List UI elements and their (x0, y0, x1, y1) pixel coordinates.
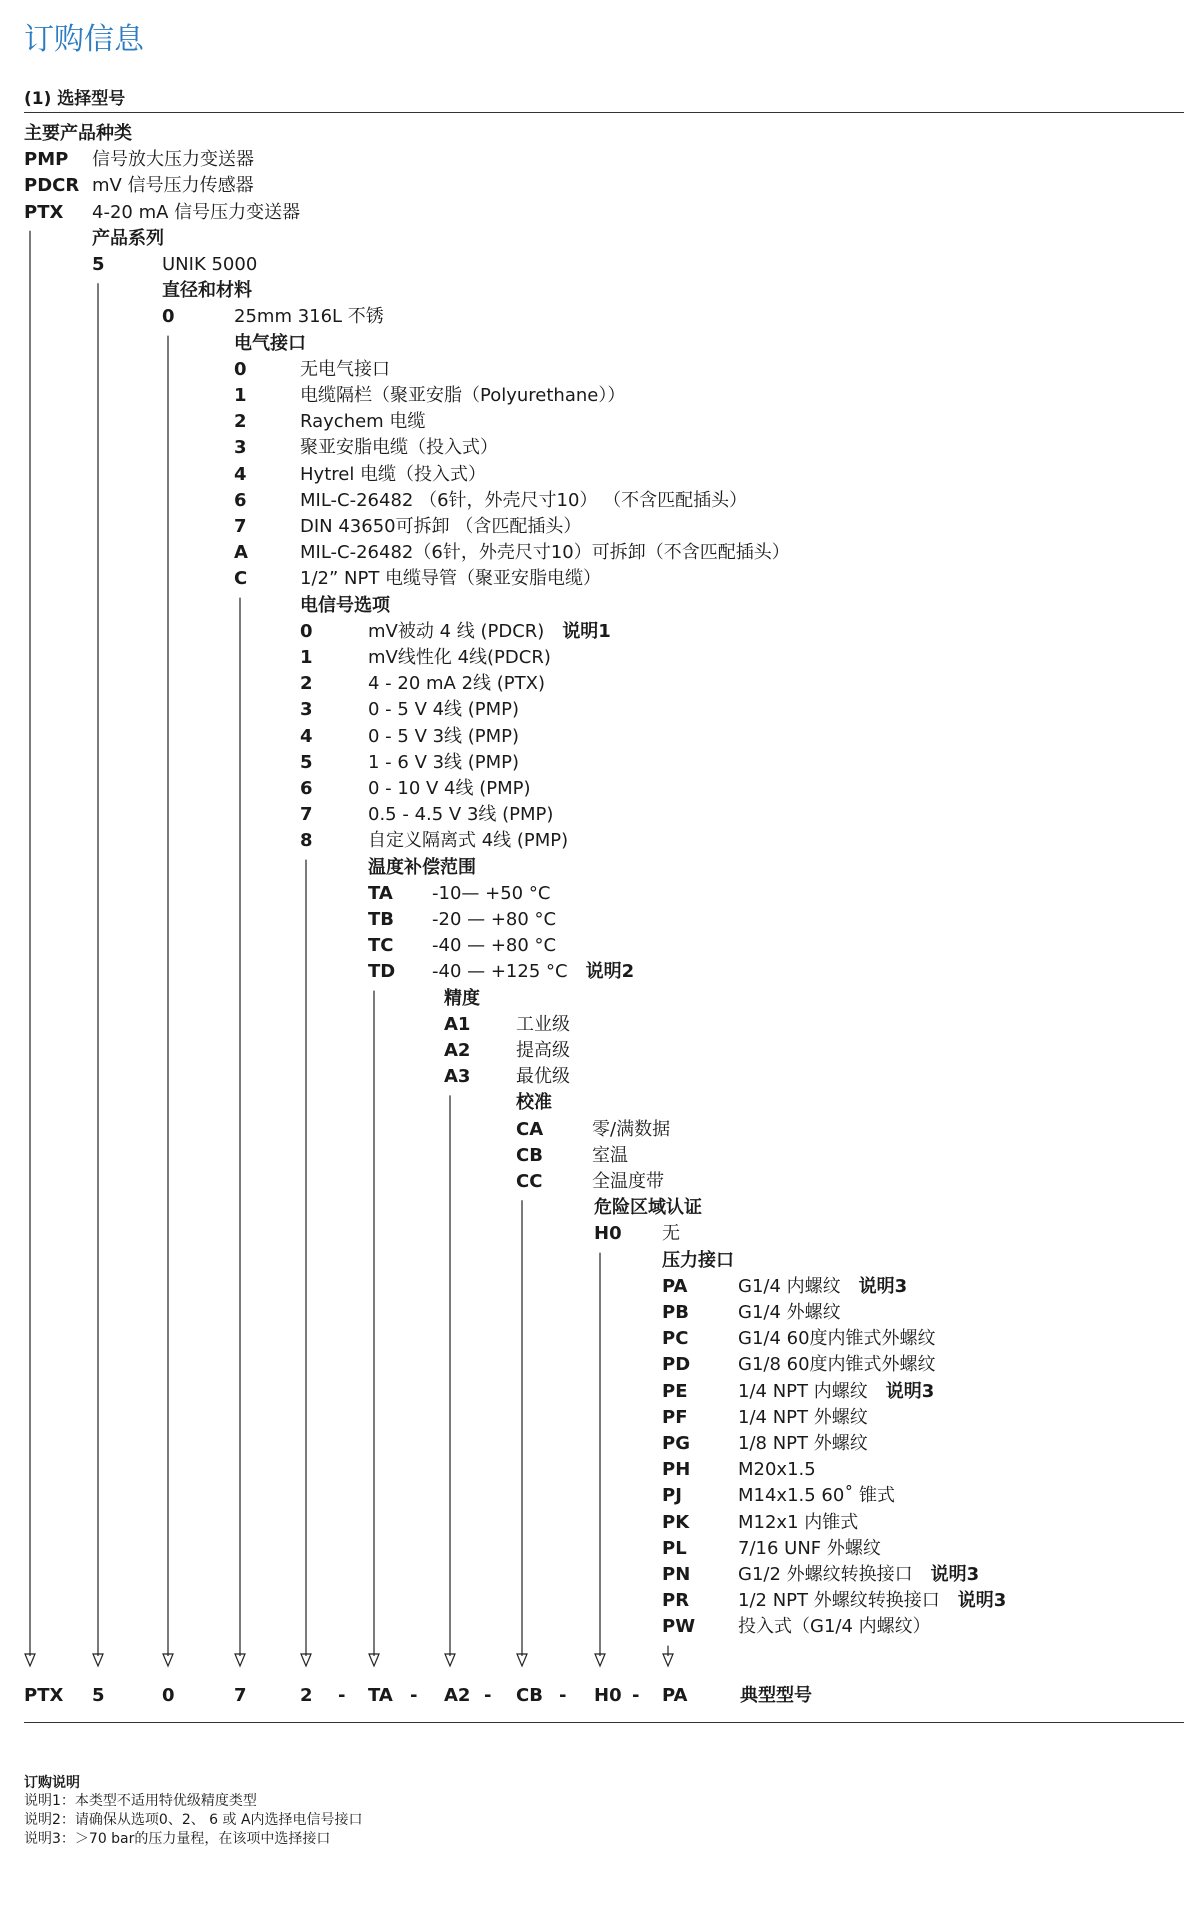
option-description: DIN 43650可拆卸 （含匹配插头） (300, 516, 582, 537)
option-description: -40 — +125 °C 说明2 (432, 961, 635, 983)
option-description: UNIK 5000 (162, 254, 258, 275)
option-code: TA (368, 882, 393, 904)
option-note: 说明3 (858, 1275, 908, 1297)
option-code: PN (662, 1564, 691, 1585)
option-note: 说明3 (930, 1564, 980, 1585)
option-code: 5 (300, 751, 313, 773)
option-code: PR (662, 1590, 690, 1612)
option-description: M14x1.5 60˚ 锥式 (738, 1485, 896, 1507)
option-description: 1/8 NPT 外螺纹 (738, 1433, 868, 1454)
option-code: 6 (234, 489, 247, 511)
option-description: G1/4 外螺纹 (738, 1302, 841, 1323)
notes-title: 订购说明 (24, 1775, 80, 1791)
option-description: 提高级 (516, 1040, 570, 1061)
example-separator: - (338, 1685, 346, 1706)
option-description: mV线性化 4线(PDCR) (368, 647, 551, 668)
option-description: 4-20 mA 信号压力变送器 (92, 201, 301, 223)
option-description: 零/满数据 (592, 1118, 671, 1140)
example-code: 0 (162, 1685, 175, 1706)
option-code: 2 (234, 411, 247, 433)
option-description: 0.5 - 4.5 V 3线 (PMP) (368, 804, 554, 826)
option-code: 7 (234, 516, 247, 537)
option-description: mV 信号压力传感器 (92, 175, 254, 197)
option-description: 信号放大压力变送器 (92, 149, 254, 171)
example-code: PA (662, 1685, 688, 1706)
option-note: 说明2 (585, 961, 635, 983)
option-description: M20x1.5 (738, 1459, 816, 1481)
option-note: 说明1 (562, 620, 611, 642)
option-code: PTX (24, 201, 64, 223)
option-description: 最优级 (516, 1066, 570, 1088)
option-description: 无 (662, 1223, 680, 1245)
option-description: 室温 (592, 1144, 628, 1166)
option-description: 1/2” NPT 电缆导管（聚亚安脂电缆） (300, 568, 602, 590)
option-description: 4 - 20 mA 2线 (PTX) (368, 673, 545, 695)
example-separator: - (484, 1685, 492, 1706)
example-label: 典型型号 (740, 1685, 812, 1706)
example-code: A2 (444, 1685, 471, 1706)
option-description: 投入式（G1/4 内螺纹） (738, 1616, 931, 1638)
option-code: 7 (300, 804, 313, 826)
example-code: CB (516, 1685, 543, 1706)
option-code: 0 (300, 620, 313, 642)
option-code: CB (516, 1144, 543, 1166)
option-code: PMP (24, 149, 69, 171)
group-heading: 校准 (516, 1092, 552, 1114)
option-code: A2 (444, 1040, 471, 1061)
option-code: 0 (162, 306, 175, 328)
option-description: 25mm 316L 不锈 (234, 306, 384, 328)
option-code: PG (662, 1433, 690, 1454)
section-heading: (1) 选择型号 (24, 89, 126, 109)
example-code: PTX (24, 1685, 64, 1706)
group-heading: 电气接口 (234, 332, 306, 354)
option-code: A1 (444, 1013, 471, 1035)
option-code: PH (662, 1459, 691, 1481)
option-code: PF (662, 1406, 688, 1428)
option-code: TB (368, 909, 394, 930)
example-separator: - (632, 1685, 640, 1706)
option-code: 2 (300, 673, 313, 695)
option-description: 0 - 10 V 4线 (PMP) (368, 778, 531, 799)
option-code: 8 (300, 830, 313, 852)
option-description: 0 - 5 V 3线 (PMP) (368, 725, 520, 747)
group-heading: 压力接口 (662, 1249, 734, 1271)
note-item: 说明2：请确保从选项0、2、 6 或 A内选择电信号接口 (24, 1812, 363, 1828)
option-code: TD (368, 961, 396, 983)
option-code: 6 (300, 778, 313, 799)
option-description: MIL-C-26482 （6针，外壳尺寸10） （不含匹配插头） (300, 489, 748, 511)
group-heading: 精度 (444, 987, 480, 1009)
example-code: 7 (234, 1685, 247, 1706)
option-code: PA (662, 1275, 688, 1297)
option-description: G1/8 60度内锥式外螺纹 (738, 1354, 936, 1376)
option-description: Hytrel 电缆（投入式） (300, 463, 487, 485)
example-code: TA (368, 1685, 393, 1706)
group-heading: 危险区域认证 (594, 1197, 702, 1219)
option-code: 4 (300, 725, 313, 747)
option-code: H0 (594, 1223, 622, 1245)
option-code: PE (662, 1380, 688, 1402)
option-description: 无电气接口 (300, 358, 390, 380)
option-note: 说明3 (957, 1590, 1007, 1612)
option-code: 1 (300, 647, 313, 668)
option-description: Raychem 电缆 (300, 411, 426, 433)
option-description: 自定义隔离式 4线 (PMP) (368, 830, 569, 852)
option-description: 1/4 NPT 外螺纹 (738, 1406, 868, 1428)
option-description: G1/4 内螺纹 说明3 (738, 1275, 908, 1297)
option-description: -10— +50 °C (432, 882, 551, 904)
group-heading: 温度补偿范围 (368, 856, 476, 878)
option-description: 1/4 NPT 内螺纹 说明3 (738, 1380, 935, 1402)
example-separator: - (559, 1685, 567, 1706)
option-description: 1/2 NPT 外螺纹转换接口 说明3 (738, 1590, 1007, 1612)
option-code: 0 (234, 358, 247, 380)
group-heading: 主要产品种类 (24, 123, 132, 144)
option-code: PB (662, 1302, 689, 1323)
option-code: PK (662, 1511, 690, 1533)
option-code: CC (516, 1171, 543, 1192)
option-description: G1/4 60度内锥式外螺纹 (738, 1328, 936, 1350)
option-description: 0 - 5 V 4线 (PMP) (368, 699, 520, 721)
option-description: M12x1 内锥式 (738, 1511, 859, 1533)
option-description: 全温度带 (592, 1171, 664, 1192)
divider (24, 1722, 1184, 1723)
option-code: CA (516, 1118, 544, 1140)
option-code: A (234, 542, 248, 564)
example-separator: - (410, 1685, 418, 1706)
option-code: TC (368, 935, 394, 957)
note-item: 说明1：本类型不适用特优级精度类型 (24, 1793, 257, 1809)
page-title: 订购信息 (24, 22, 144, 57)
option-code: 1 (234, 385, 247, 406)
option-description: mV被动 4 线 (PDCR) 说明1 (368, 620, 611, 642)
option-note: 说明3 (885, 1380, 935, 1402)
note-item: 说明3：＞70 bar的压力量程，在该项中选择接口 (24, 1831, 331, 1847)
option-description: -20 — +80 °C (432, 909, 557, 930)
option-description: 电缆隔栏（聚亚安脂（Polyurethane）） (300, 385, 626, 406)
option-code: C (234, 568, 248, 590)
group-heading: 电信号选项 (300, 594, 390, 616)
option-code: 3 (300, 699, 313, 721)
option-code: PL (662, 1537, 687, 1559)
option-code: A3 (444, 1066, 471, 1088)
example-code: H0 (594, 1685, 622, 1706)
group-heading: 产品系列 (92, 227, 164, 249)
option-code: PDCR (24, 175, 80, 197)
option-description: G1/2 外螺纹转换接口 说明3 (738, 1564, 980, 1585)
group-heading: 直径和材料 (162, 280, 252, 302)
option-code: 3 (234, 437, 247, 459)
example-code: 5 (92, 1685, 105, 1706)
option-description: -40 — +80 °C (432, 935, 557, 957)
option-code: 5 (92, 254, 105, 275)
option-description: 聚亚安脂电缆（投入式） (300, 437, 498, 459)
option-code: PW (662, 1616, 696, 1638)
option-code: PJ (662, 1485, 682, 1507)
option-description: 工业级 (516, 1013, 570, 1035)
option-code: PD (662, 1354, 691, 1376)
option-code: 4 (234, 463, 247, 485)
option-description: 7/16 UNF 外螺纹 (738, 1537, 881, 1559)
option-description: 1 - 6 V 3线 (PMP) (368, 751, 520, 773)
option-description: MIL-C-26482（6针，外壳尺寸10）可拆卸（不含匹配插头） (300, 542, 790, 564)
option-code: PC (662, 1328, 689, 1350)
example-code: 2 (300, 1685, 313, 1706)
